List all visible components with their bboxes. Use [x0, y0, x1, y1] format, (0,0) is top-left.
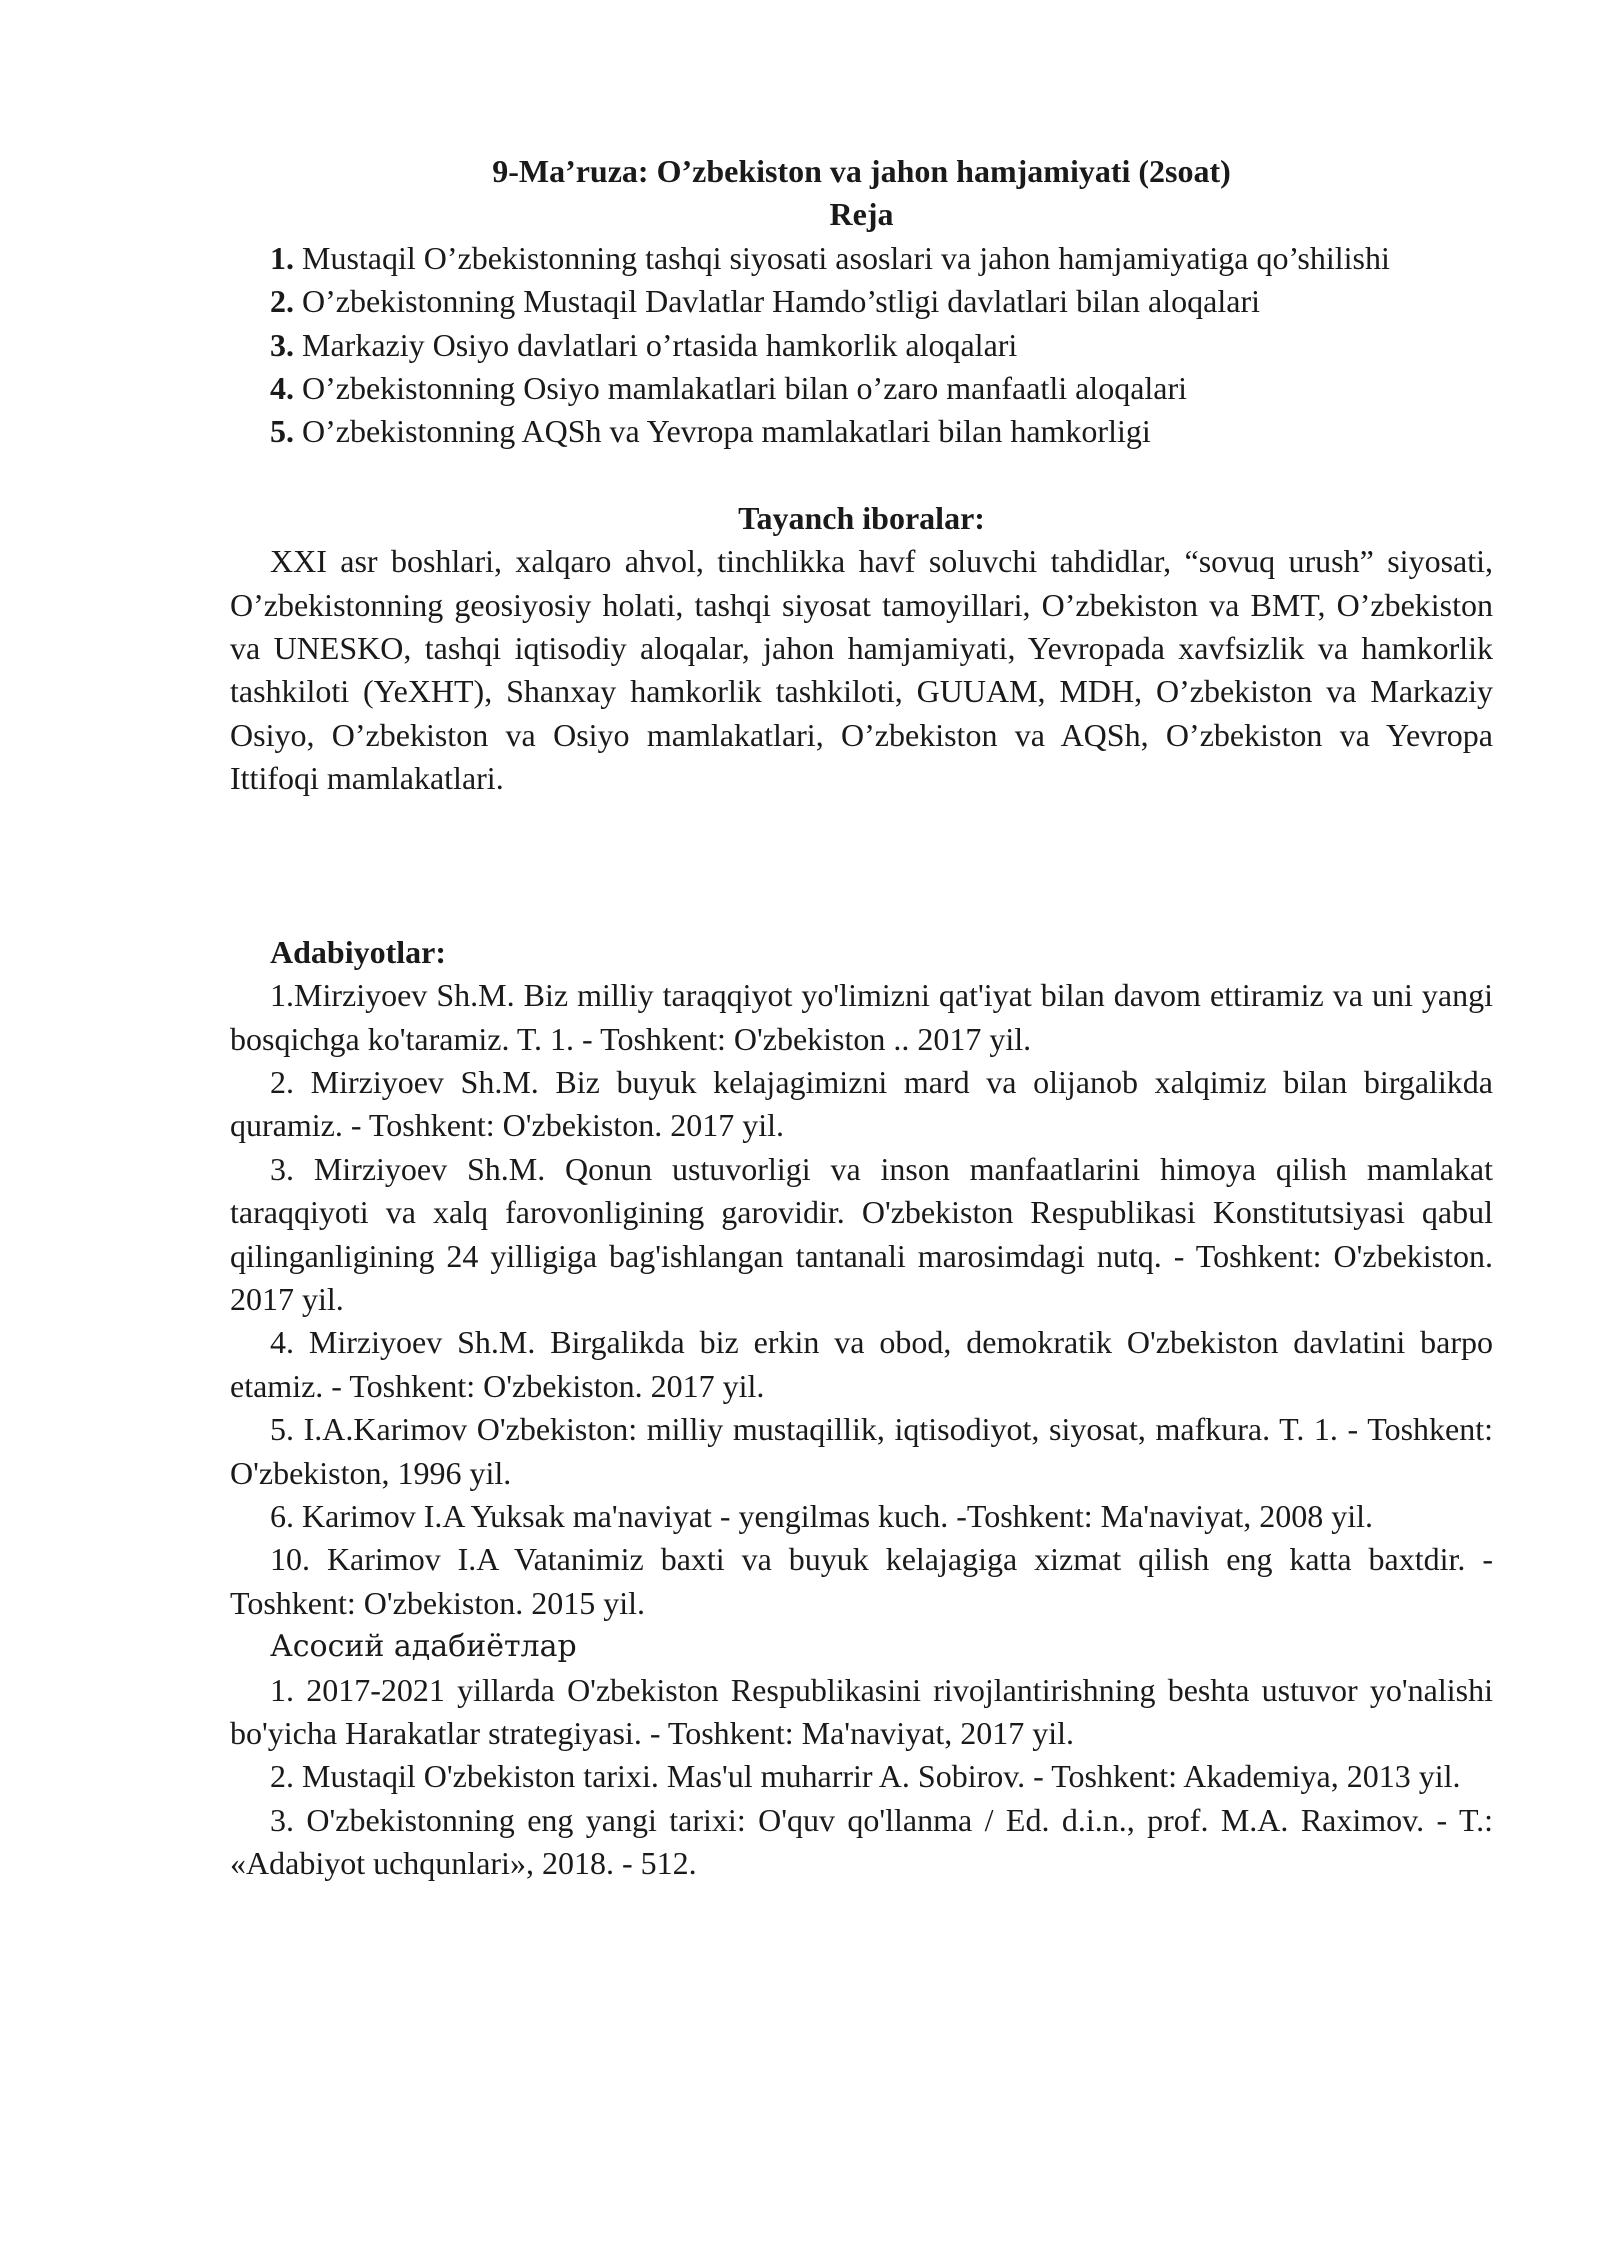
- plan-item: [230, 324, 1493, 367]
- literature-item: 6. Karimov I.A Yuksak ma'naviyat - yengilmas kuch. -Toshkent: Ma'naviyat, 2008 yil.: [270, 1497, 1374, 1534]
- main-literature-item: 2. Mustaqil O'zbekiston tarixi. Mas'ul muharrir A. Sobirov. - Toshkent: Akademiya, 2013 yil.: [270, 1758, 1461, 1795]
- literature-item: 1.Mirziyoev Sh.M. Biz milliy taraqqiyot yo'limizni qat'iyat bilan davom ettiramiz va uni yangi bosqichga ko'taramiz. T. 1. - Toshkent: O'zbekiston .. 2017 yil.: [230, 977, 1493, 1057]
- plan-item-text: Mustaqil O’zbekistonning tashqi siyosati asoslari va jahon hamjamiyatiga qo’shilishi: [294, 239, 1390, 276]
- lecture-title: 9-Ma’ruza: O’zbekiston va jahon hamjamiyati (2soat): [492, 153, 1231, 189]
- plan-item-text: O’zbekistonning Osiyo mamlakatlari bilan o’zaro manfaatli aloqalari: [294, 370, 1188, 407]
- literature-heading: Adabiyotlar:: [270, 933, 446, 970]
- plan-item-number: 2.: [270, 283, 294, 320]
- plan-list: [230, 237, 1493, 454]
- plan-item-number: 5.: [270, 413, 294, 450]
- keywords-heading: Tayanch iboralar:: [738, 499, 985, 536]
- literature-item: 2. Mirziyoev Sh.M. Biz buyuk kelajagimizni mard va olijanob xalqimiz bilan birgalikda quramiz. - Toshkent: O'zbekiston. 2017 yil.: [230, 1063, 1493, 1144]
- plan-item: [230, 237, 1493, 280]
- plan-item: [230, 280, 1493, 323]
- literature-list: [230, 974, 1493, 1625]
- spacer: [230, 454, 1493, 497]
- literature-item: 5. I.A.Karimov O'zbekiston: milliy mustaqillik, iqtisodiyot, siyosat, mafkura. T. 1. - Toshkent: O'zbekiston, 1996 yil.: [230, 1411, 1493, 1491]
- plan-item-text: Markaziy Osiyo davlatlari o’rtasida hamkorlik aloqalari: [294, 326, 1018, 363]
- plan-item: [230, 367, 1493, 410]
- literature-item: 3. Mirziyoev Sh.M. Qonun ustuvorligi va inson manfaatlarini himoya qilish mamlakat taraqqiyoti va xalq farovonligining garovidir. O'zbekiston Respublikasi Konstitutsiyasi qabul qilinganligining 24 yilligiga bag'ishlangan tantanali marosimdagi nutq. - Toshkent: O'zbekiston. 2017 yil.: [230, 1150, 1493, 1317]
- main-literature-item: 1. 2017-2021 yillarda O'zbekiston Respublikasini rivojlantirishning beshta ustuvor yo'nalishi bo'yicha Harakatlar strategiyasi. - Toshkent: Ma'naviyat, 2017 yil.: [230, 1671, 1493, 1751]
- plan-item-number: 3.: [270, 326, 294, 363]
- main-literature-list: [230, 1669, 1493, 1886]
- plan-item-number: 1.: [270, 239, 294, 276]
- main-literature-heading: Асосий адабиётлар: [270, 1629, 577, 1665]
- document-page: [230, 150, 1493, 1886]
- keywords-text: XXI asr boshlari, xalqaro ahvol, tinchlikka havf soluvchi tahdidlar, “sovuq urush” siyosati, O’zbekistonning geosiyosiy holati, tashqi siyosat tamoyillari, O’zbekiston va BMT, O’zbekiston va UNESKO, tashqi iqtisodiy aloqalar, jahon hamjamiyati, Yevropada xavfsizlik va hamkorlik tashkiloti (YeXHT), Shanxay hamkorlik tashkiloti, GUUAM, MDH, O’zbekiston va Markaziy Osiyo, O’zbekiston va Osiyo mamlakatlari, O’zbekiston va AQSh, O’zbekiston va Yevropa Ittifoqi mamlakatlari.: [230, 543, 1493, 797]
- plan-item-number: 4.: [270, 370, 294, 407]
- plan-item-text: O’zbekistonning Mustaqil Davlatlar Hamdo’stligi davlatlari bilan aloqalari: [294, 283, 1260, 320]
- literature-item: 10. Karimov I.A Vatanimiz baxti va buyuk kelajagiga xizmat qilish eng katta baxtdir. - Toshkent: O'zbekiston. 2015 yil.: [230, 1541, 1493, 1621]
- plan-item-text: O’zbekistonning AQSh va Yevropa mamlakatlari bilan hamkorligi: [294, 413, 1151, 450]
- literature-item: 4. Mirziyoev Sh.M. Birgalikda biz erkin va obod, demokratik O'zbekiston davlatini barpo etamiz. - Toshkent: O'zbekiston. 2017 yil.: [230, 1324, 1493, 1404]
- plan-item: [230, 410, 1493, 453]
- spacer: [230, 801, 1493, 931]
- plan-heading: Reja: [829, 196, 894, 233]
- main-literature-item: 3. O'zbekistonning eng yangi tarixi: O'quv qo'llanma / Ed. d.i.n., prof. M.A. Raximov. - T.: «Adabiyot uchqunlari», 2018. - 512.: [230, 1801, 1493, 1882]
